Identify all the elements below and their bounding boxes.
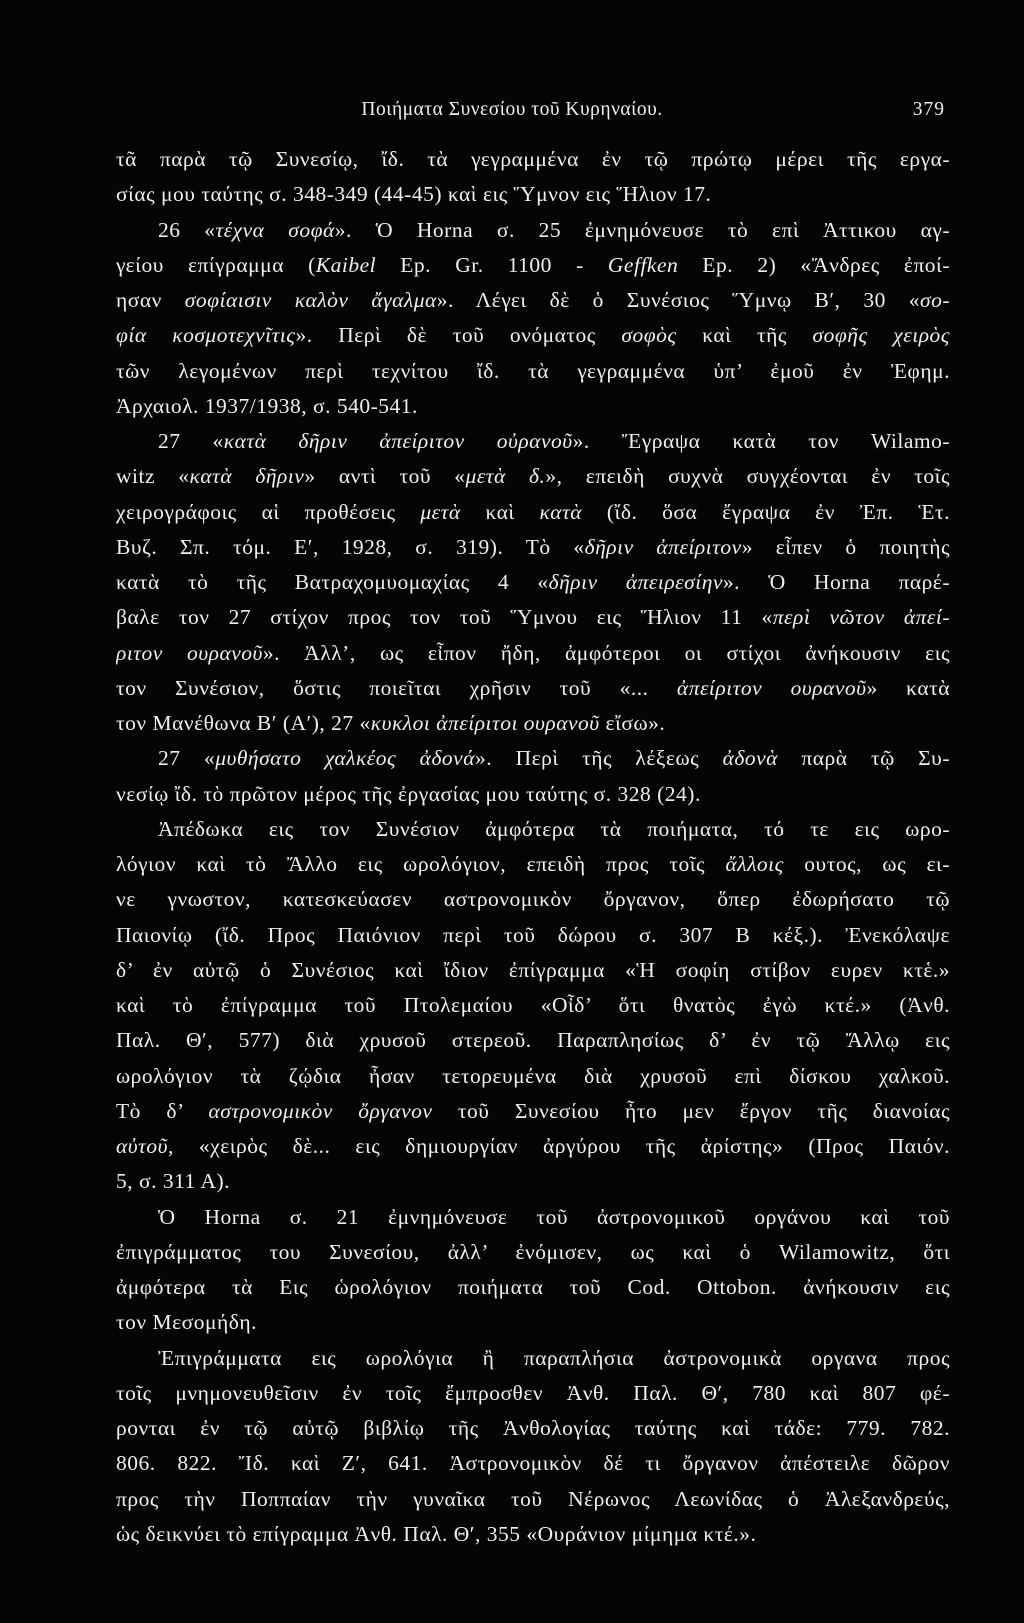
text-run: ». Ἔγραψα κατὰ τον Wilamo- xyxy=(572,429,950,453)
text-run: ». Λέγει δὲ ὁ Συνέσιος Ὕμνῳ Βʹ, 30 « xyxy=(436,288,920,312)
text-run: καὶ xyxy=(460,499,540,524)
text-run: τοῖς μνημονευθεῖσιν ἐν τοῖς ἔμπροσθεν Ἀνθ. Παλ. Θʹ, 780 καὶ 807 φέ- xyxy=(116,1380,950,1405)
text-line xyxy=(116,142,950,177)
text-line xyxy=(116,1446,950,1481)
text-run: νε γνωστον, κατεσκεύασεν αστρονομικὸν ὄργανον, ὅπερ ἐδωρήσατο τῷ xyxy=(116,887,950,912)
text-line xyxy=(116,1376,950,1411)
text-run: προς τὴν Ποππαίαν τὴν γυναῖκα τοῦ Νέρωνος Λεωνίδας ὁ Ἀλεξανδρεύς, xyxy=(116,1486,950,1511)
italic-text-run: τέχνα σοφά xyxy=(215,217,335,242)
italic-text-run: μυθήσατο χαλκέος ἀδονά xyxy=(215,746,476,771)
paragraph xyxy=(116,741,950,812)
text-line xyxy=(116,177,950,212)
text-line xyxy=(116,1482,950,1517)
text-run: Παλ. Θʹ, 577) διὰ χρυσοῦ στερεοῦ. Παραπλησίως δ’ ἐν τῷ Ἄλλῳ εις xyxy=(116,1028,950,1053)
text-run: 27 « xyxy=(158,429,224,453)
italic-text-run: σοφὸς xyxy=(621,323,677,348)
text-run: 27 « xyxy=(158,746,216,771)
text-run: ». Περὶ δὲ τοῦ ονόματος xyxy=(295,323,622,348)
text-line xyxy=(116,882,950,917)
text-run: Ep. Gr. 1100 - xyxy=(376,252,608,277)
text-run: ». Ὁ Horna παρέ- xyxy=(722,570,950,594)
text-line xyxy=(116,1129,950,1164)
text-line xyxy=(116,354,950,389)
paragraph xyxy=(116,1341,950,1553)
text-run: δ’ ἐν αὐτῷ ὁ Συνέσιος καὶ ἴδιον ἐπίγραμμα «Ἡ σοφίη στίβον ευρεν κτἑ.» xyxy=(116,957,950,982)
running-head xyxy=(0,93,1024,127)
text-line xyxy=(116,565,950,600)
text-run: ουτος, ως ει- xyxy=(783,852,950,876)
italic-text-run: δῆριν ἀπειρεσίην xyxy=(548,570,723,594)
text-run: ». Ὁ Horna σ. 25 ἐμνημόνευσε τὸ επὶ Ἀττικου αγ- xyxy=(334,217,950,242)
page-number: 379 xyxy=(912,99,945,120)
text-line xyxy=(116,424,950,459)
text-run: ησαν xyxy=(116,288,185,312)
text-run: γείου επίγραμμα ( xyxy=(116,252,316,277)
text-run: (ἴδ. ὅσα ἔγραψα ἐν Ἐπ. Ἑτ. xyxy=(582,499,950,524)
italic-text-run: κατὰ δῆριν xyxy=(189,464,305,489)
italic-text-run: Geffken xyxy=(607,252,679,277)
text-run: ». Περὶ τῆς λέξεως xyxy=(475,746,723,771)
text-run: ». Ἀλλ’, ως εἶπον ἤδη, ἀμφότεροι οι στίχοι ἀνήκουσιν εις xyxy=(262,640,950,665)
text-run: 5, σ. 311 Α). xyxy=(116,1169,231,1194)
italic-text-run: κατὰ xyxy=(539,499,583,524)
text-line xyxy=(116,847,950,882)
italic-text-run: ἀπείριτον ουρανοῦ xyxy=(676,675,867,700)
text-run: » αντὶ τοῦ « xyxy=(304,464,466,489)
text-run: Ep. 2) «Ἄνδρες ἐποί- xyxy=(678,252,950,277)
text-run: 806. 822. Ἴδ. καὶ Ζʹ, 641. Ἀστρονομικὸν δέ τι ὄργανον ἀπέστειλε δῶρον xyxy=(116,1451,950,1476)
text-line xyxy=(116,1411,950,1446)
italic-text-run: μετὰ xyxy=(420,499,461,524)
text-run: ἀμφότερα τὰ Εις ὡρολόγιον ποιήματα τοῦ Cod. Ottobon. ἀνήκουσιν εις xyxy=(116,1275,950,1299)
text-line xyxy=(116,671,950,706)
italic-text-run: ἄλλοις xyxy=(725,852,784,876)
text-run: », επειδὴ συχνὰ συγχέονται ἐν τοῖς xyxy=(545,464,950,489)
text-line xyxy=(116,213,950,248)
italic-text-run: κυκλοι ἀπείριτοι ουρανοῦ xyxy=(370,711,600,735)
text-line xyxy=(116,1164,950,1199)
paragraph xyxy=(116,213,950,425)
text-run: 26 « xyxy=(158,217,216,242)
text-line xyxy=(116,777,950,812)
paragraph xyxy=(116,424,950,741)
text-run: κατὰ τὸ τῆς Βατραχομυομαχίας 4 « xyxy=(116,570,549,594)
text-run: » εἶπεν ὁ ποιητὴς xyxy=(741,534,950,559)
text-run: Ἐπιγράμματα εις ωρολόγια ἢ παραπλήσια ἀστρονομικὰ οργανα προς xyxy=(158,1345,950,1370)
text-run: τον Μανέθωνα Βʹ (Αʹ), 27 « xyxy=(116,711,371,735)
italic-text-run: φία κοσμοτεχνῖτις xyxy=(116,323,296,348)
text-run: νεσίῳ ἴδ. τὸ πρῶτον μέρος τῆς ἐργασίας μου ταύτης σ. 328 (24). xyxy=(116,781,701,806)
paragraph xyxy=(116,142,950,213)
text-line xyxy=(116,459,950,494)
text-run: καὶ τὸ ἐπίγραμμα τοῦ Πτολεμαίου «Οἶδ’ ὅτι θνατὸς ἐγὼ κτέ.» (Ἀνθ. xyxy=(116,993,950,1017)
text-run: Ἀρχαιολ. 1937/1938, σ. 540-541. xyxy=(116,393,418,418)
italic-text-run: μετὰ δ. xyxy=(465,464,546,489)
text-line xyxy=(116,248,950,283)
text-run: τον Συνέσιον, ὅστις ποιεῖται χρῆσιν τοῦ «... xyxy=(116,675,677,700)
italic-text-run: σο- xyxy=(919,288,950,312)
text-run: τοῦ Συνεσίου ἦτο μεν ἔργον τῆς διανοίας xyxy=(432,1098,950,1123)
text-line xyxy=(116,495,950,530)
text-run: , «χειρὸς δὲ... εις δημιουργίαν ἀργύρου τῆς ἀρίστης» (Προς Παιόν. xyxy=(167,1134,950,1158)
text-run: ὡς δεικνύει τὸ επίγραμμα Ἀνθ. Παλ. Θʹ, 355 «Ουράνιον μίμημα κτέ.». xyxy=(116,1521,757,1546)
text-line xyxy=(116,1059,950,1094)
text-run: Ὁ Horna σ. 21 ἐμνημόνευσε τοῦ ἀστρονομικοῦ οργάνου καὶ τοῦ xyxy=(158,1204,950,1229)
text-run: ρονται ἐν τῷ αὐτῷ βιβλίῳ τῆς Ἀνθολογίας ταύτης καὶ τάδε: 779. 782. xyxy=(116,1416,950,1440)
text-run: ἐπιγράμματος του Συνεσίου, ἀλλ’ ἐνόμισεν, ως καὶ ὁ Wilamowitz, ὅτι xyxy=(116,1239,950,1264)
text-line xyxy=(116,706,950,741)
text-run: λόγιον καὶ τὸ Ἄλλο εις ωρολόγιον, επειδὴ προς τοῖς xyxy=(116,852,726,876)
text-line xyxy=(116,1200,950,1235)
text-run: witz « xyxy=(116,464,190,489)
page-body xyxy=(116,142,950,1552)
text-run: τᾶ παρὰ τῷ Συνεσίῳ, ἴδ. τὰ γεγραμμένα ἐν τῷ πρώτῳ μέρει τῆς εργα- xyxy=(116,147,950,171)
text-run: καὶ τῆς xyxy=(676,323,813,348)
text-line xyxy=(116,600,950,635)
text-line xyxy=(116,318,950,353)
text-line xyxy=(116,1094,950,1129)
italic-text-run: κατὰ δῆριν ἀπείριτον οὐρανοῦ xyxy=(223,429,573,453)
text-line xyxy=(116,1235,950,1270)
text-run: ωρολόγιον τὰ ζῴδια ἦσαν τετορευμένα διὰ χρυσοῦ επὶ δίσκου χαλκοῦ. xyxy=(116,1063,950,1088)
text-line xyxy=(116,1023,950,1058)
italic-text-run: σοφῆς χειρὸς xyxy=(812,323,950,348)
text-line xyxy=(116,283,950,318)
italic-text-run: περὶ νῶτον ἀπεί- xyxy=(772,605,950,630)
text-line xyxy=(116,812,950,847)
paragraph xyxy=(116,812,950,1200)
text-line xyxy=(116,1270,950,1305)
text-run: τῶν λεγομένων περὶ τεχνίτου ἴδ. τὰ γεγραμμένα ὑπ’ ἐμοῦ ἐν Ἐφημ. xyxy=(116,358,950,383)
italic-text-run: Kaibel xyxy=(315,252,377,277)
italic-text-run: αστρονομικὸν ὄργανον xyxy=(208,1098,433,1123)
text-line xyxy=(116,953,950,988)
paragraph xyxy=(116,1200,950,1341)
text-line xyxy=(116,741,950,776)
text-line xyxy=(116,988,950,1023)
text-run: » κατὰ xyxy=(866,675,950,700)
text-line xyxy=(116,918,950,953)
text-run: τον Μεσομήδη. xyxy=(116,1310,257,1335)
text-run: παρὰ τῷ Συ- xyxy=(777,746,950,771)
italic-text-run: αὐτοῦ xyxy=(116,1134,168,1158)
text-line xyxy=(116,1341,950,1376)
italic-text-run: δῆριν ἀπείριτον xyxy=(584,534,742,559)
text-run: Παιονίῳ (ἴδ. Προς Παιόνιον περὶ τοῦ δώρου σ. 307 Β κέξ.). Ἐνεκόλαψε xyxy=(116,922,950,947)
text-line xyxy=(116,389,950,424)
text-line xyxy=(116,530,950,565)
text-run: χειρογράφοις αἱ προθέσεις xyxy=(116,499,421,524)
text-run: βαλε τον 27 στίχον προς τον τοῦ Ὕμνου εις Ἥλιον 11 « xyxy=(116,605,773,630)
italic-text-run: ριτον ουρανοῦ xyxy=(116,640,263,665)
text-run: Βυζ. Σπ. τόμ. Εʹ, 1928, σ. 319). Τὸ « xyxy=(116,534,585,559)
text-run: Τὸ δ’ xyxy=(116,1098,209,1123)
text-line xyxy=(116,1517,950,1552)
italic-text-run: ἀδονὰ xyxy=(722,746,778,771)
text-line xyxy=(116,1305,950,1340)
text-run: σίας μου ταύτης σ. 348-349 (44-45) καὶ εις Ὕμνον εις Ἥλιον 17. xyxy=(116,182,712,207)
text-line xyxy=(116,636,950,671)
text-run: εἴσω». xyxy=(599,711,666,735)
text-run: Ἀπέδωκα εις τον Συνέσιον ἀμφότερα τὰ ποιήματα, τό τε εις ωρο- xyxy=(158,816,950,841)
running-title: Ποιήματα Συνεσίου τοῦ Κυρηναίου. xyxy=(361,99,663,120)
italic-text-run: σοφίαισιν καλὸν ἄγαλμα xyxy=(184,288,437,312)
